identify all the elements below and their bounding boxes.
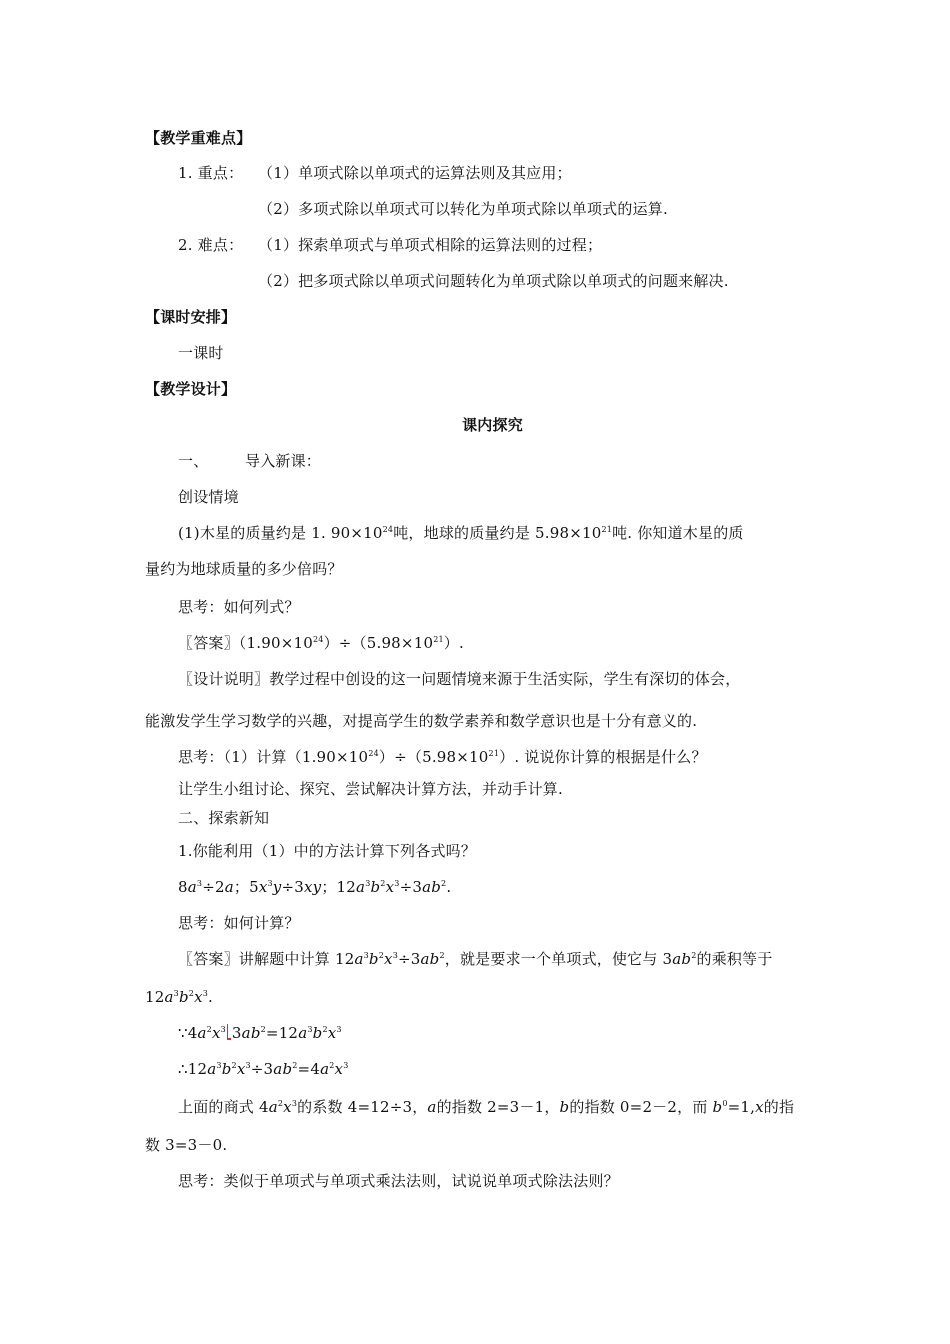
therefore-line: $\therefore 12a^3b^2x^3\div 3ab^2=4a^2x^3$ [178,1060,349,1078]
think-4: 思考：类似于单项式与单项式乘法法则，试说说单项式除法法则？ [178,1172,619,1190]
q1-text-a: (1)木星的质量约是 1. 90×10 [178,524,383,542]
quotient-text-e: =1, [727,1098,756,1116]
think-2 [178,747,707,767]
answer1-text-b: ）÷（5.98×10 [323,634,434,652]
design-note-line1: 〖设计说明〗教学过程中创设的这一问题情境来源于生活实际，学生有深切的体会， [178,670,741,688]
key-point-label: 1. 重点： [178,164,244,182]
answer2-text-b: ÷3 [398,950,421,968]
section-header-difficulties: 【教学重难点】 [145,129,252,147]
q1-text-c: 吨. 你知道木星的质 [612,524,744,542]
answer-2-line2: $12a^3b^2x^3$. [145,988,213,1006]
scenario-label: 创设情境 [178,488,239,506]
quotient-text-c: 的指数 2=3－1， [436,1098,560,1116]
think2-text-b: ）÷（5.98×10 [378,748,489,766]
part1-label: 一、 [178,452,209,470]
difficulty-1: （1）探索单项式与单项式相除的运算法则的过程； [258,236,603,254]
q1-exponent-1: 24 [382,525,394,534]
think2-text-a: 思考：（1）计算（1.90×10 [178,748,369,766]
key-point-1: （1）单项式除以单项式的运算法则及其应用； [258,164,572,182]
answer2-text-d: 的乘积等于 [696,950,773,968]
answer-2-line1: 〖答案〗讲解题中计算 $12a^3b^2x^3\div 3ab^2$，就是要求一个单项式，使它与 $3ab^2$的乘积等于 [178,950,773,968]
answer2-text-a: 〖答案〗讲解题中计算 12 [178,950,355,968]
quotient-line1: 上面的商式 $4a^2x^3$的系数 4=12÷3，a的指数 2=3－1，b的指数 0=2－2，而 $b^0=1,x$的指 [178,1098,795,1116]
quotient-text-d: 的指数 0=2－2，而 [569,1098,713,1116]
part2-title: 二、探索新知 [178,809,270,827]
because-line: $\because 4a^2x^3$ $3ab^2=12a^3b^2x^3$ [178,1024,342,1042]
quotient-text-a: 上面的商式 4 [178,1098,269,1116]
q1-text-b: 吨，地球的质量约是 5.98×10 [393,524,602,542]
section-header-design: 【教学设计】 [145,380,237,398]
think2-exponent-2: 21 [488,749,500,758]
think-1: 思考：如何列式？ [178,598,300,616]
think-3: 思考：如何计算？ [178,914,300,932]
design-note-line2: 能激发学生学习数学的兴趣，对提高学生的数学素养和数学意识也是十分有意义的. [145,712,698,730]
answer1-text-c: ）. [443,634,464,652]
answer-1 [178,633,464,653]
group-task: 让学生小组讨论、探究、尝试解决计算方法，并动手计算. [178,780,563,798]
q1-exponent-2: 21 [601,525,613,534]
difficulty-label: 2. 难点： [178,236,244,254]
difficulty-2: （2）把多项式除以单项式问题转化为单项式除以单项式的问题来解决. [258,272,729,290]
because-symbol: ∵ [178,1024,188,1042]
think2-text-c: ）. 说说你计算的根据是什么？ [499,748,707,766]
answer1-text-a: 〖答案〗（1.90×10 [178,634,313,652]
section-header-schedule: 【课时安排】 [145,308,237,326]
quotient-text-f: 的指 [763,1098,795,1116]
answer1-exponent-2: 21 [433,635,444,644]
question-1-line1 [178,523,744,543]
quotient-line2: 数 3=3－0. [145,1136,228,1154]
therefore-symbol: ∴ [178,1060,188,1078]
schedule-value: 一课时 [178,344,224,362]
expressions-list: $8a^3\div 2a$；$5x^3y\div 3xy$；$12a^3b^2x^3\div 3ab^2$. [178,878,452,896]
key-point-2: （2）多项式除以单项式可以转化为单项式除以单项式的运算. [258,200,668,218]
question-1-line2: 量约为地球质量的多少倍吗？ [145,560,343,578]
answer2-text-c: ，就是要求一个单项式，使它与 3 [444,950,673,968]
question-2: 1.你能利用（1）中的方法计算下列各式吗？ [178,842,477,860]
edit-mark-icon [227,1024,231,1040]
subtitle: 课内探究 [462,416,523,434]
answer1-exponent-1: 24 [312,635,324,644]
quotient-text-b: 的系数 4=12÷3， [297,1098,428,1116]
part1-title: 导入新课： [245,452,322,470]
think2-exponent-1: 24 [368,749,379,758]
